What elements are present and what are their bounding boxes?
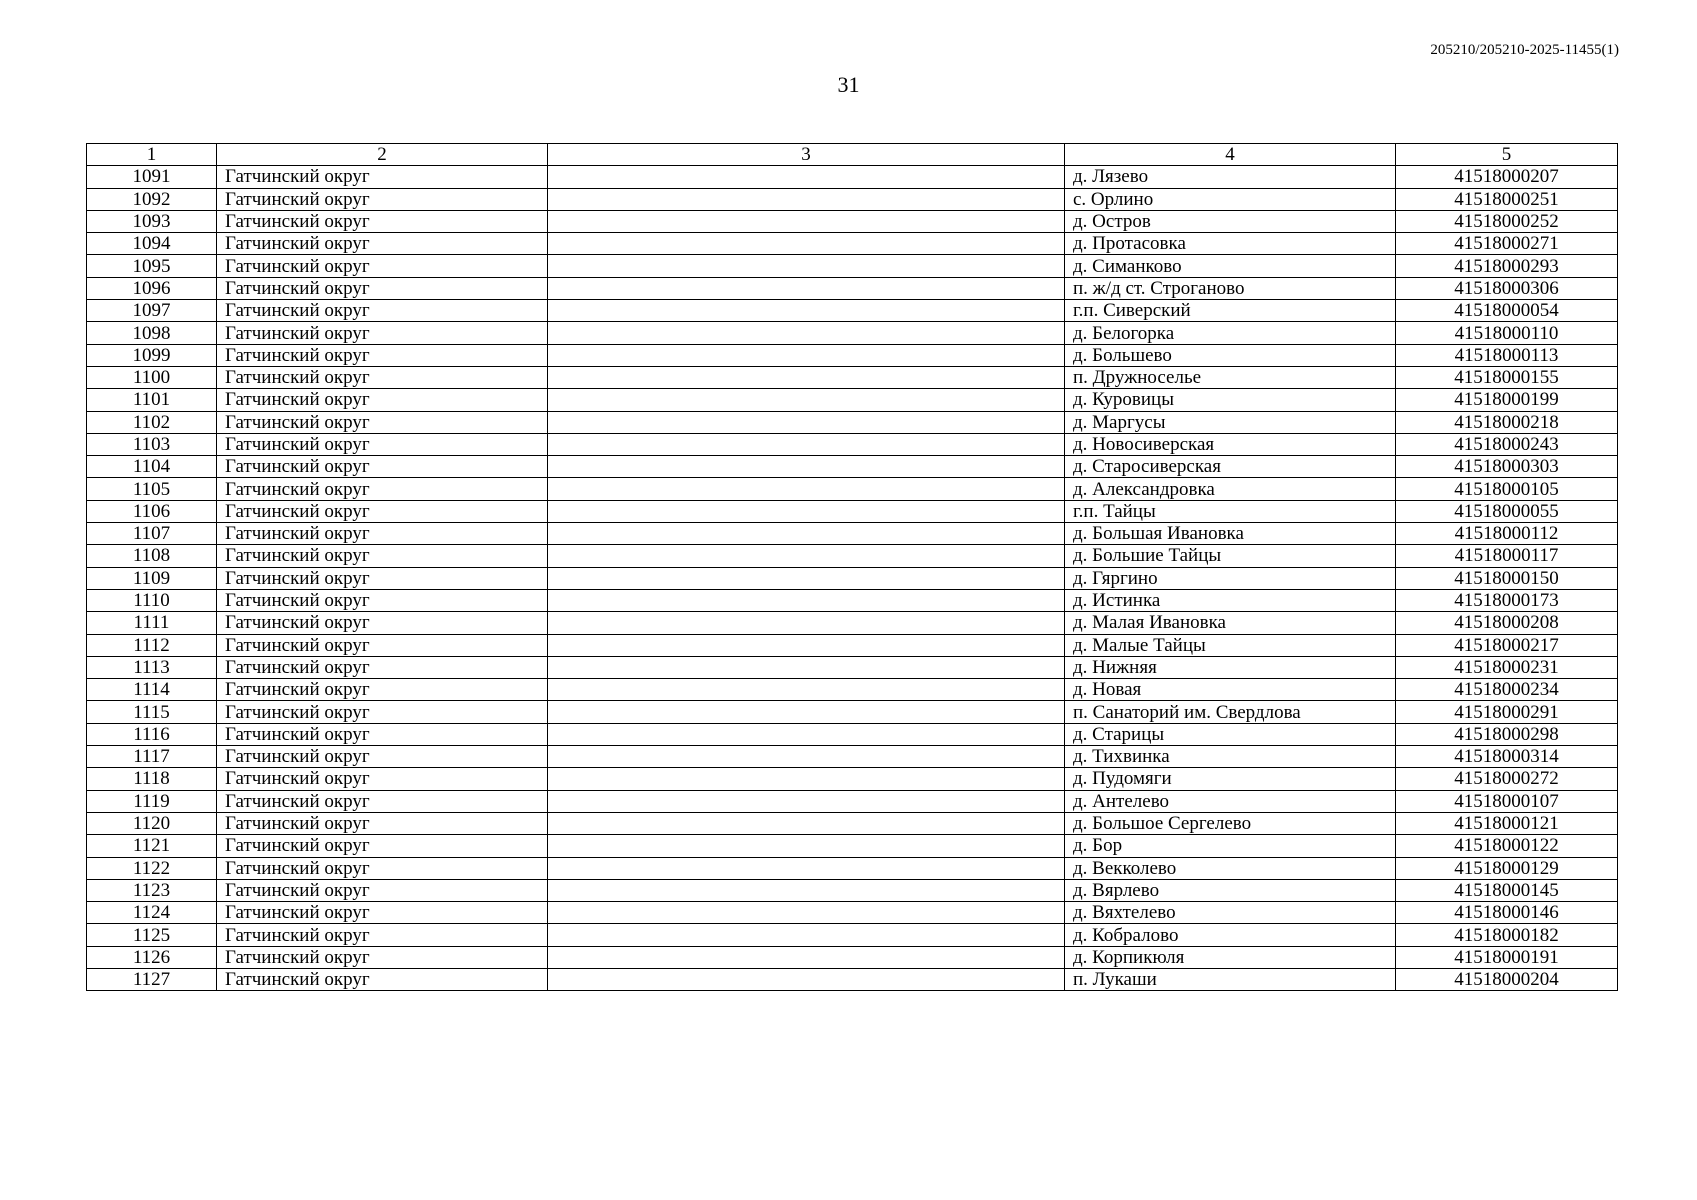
settlement-name: п. Санаторий им. Свердлова — [1065, 701, 1396, 723]
table-row — [87, 701, 1618, 723]
row-number: 1124 — [87, 902, 217, 924]
district-name: Гатчинский округ — [217, 210, 548, 232]
row-number: 1092 — [87, 188, 217, 210]
settlement-name: д. Новосиверская — [1065, 433, 1396, 455]
column-3-cell — [548, 277, 1065, 299]
table-row — [87, 634, 1618, 656]
settlement-name: д. Маргусы — [1065, 411, 1396, 433]
row-number: 1109 — [87, 567, 217, 589]
row-number: 1096 — [87, 277, 217, 299]
oktmo-code: 41518000129 — [1396, 857, 1618, 879]
settlement-name: д. Протасовка — [1065, 233, 1396, 255]
row-number: 1126 — [87, 946, 217, 968]
row-number: 1111 — [87, 612, 217, 634]
document-id: 205210/205210-2025-11455(1) — [1430, 42, 1619, 58]
settlement-name: д. Куровицы — [1065, 389, 1396, 411]
district-name: Гатчинский округ — [217, 946, 548, 968]
column-3-cell — [548, 545, 1065, 567]
table-row — [87, 746, 1618, 768]
row-number: 1113 — [87, 656, 217, 678]
district-name: Гатчинский округ — [217, 746, 548, 768]
page-number: 31 — [837, 72, 860, 97]
district-name: Гатчинский округ — [217, 902, 548, 924]
table-row — [87, 300, 1618, 322]
row-number: 1114 — [87, 679, 217, 701]
settlement-name: д. Большево — [1065, 344, 1396, 366]
column-3-cell — [548, 679, 1065, 701]
column-3-cell — [548, 233, 1065, 255]
settlement-name: д. Кобралово — [1065, 924, 1396, 946]
table-row — [87, 277, 1618, 299]
row-number: 1105 — [87, 478, 217, 500]
settlement-name: д. Большое Сергелево — [1065, 812, 1396, 834]
column-3-cell — [548, 589, 1065, 611]
district-name: Гатчинский округ — [217, 233, 548, 255]
row-number: 1104 — [87, 456, 217, 478]
table-row — [87, 456, 1618, 478]
oktmo-code: 41518000199 — [1396, 389, 1618, 411]
oktmo-code: 41518000155 — [1396, 366, 1618, 388]
settlement-name: д. Вяхтелево — [1065, 902, 1396, 924]
settlement-name: д. Большие Тайцы — [1065, 545, 1396, 567]
column-3-cell — [548, 210, 1065, 232]
district-name: Гатчинский округ — [217, 857, 548, 879]
oktmo-code: 41518000217 — [1396, 634, 1618, 656]
row-number: 1116 — [87, 723, 217, 745]
table-row — [87, 389, 1618, 411]
oktmo-code: 41518000252 — [1396, 210, 1618, 232]
table-row — [87, 857, 1618, 879]
district-name: Гатчинский округ — [217, 456, 548, 478]
column-3-cell — [548, 567, 1065, 589]
row-number: 1100 — [87, 366, 217, 388]
settlement-name: д. Старицы — [1065, 723, 1396, 745]
oktmo-code: 41518000117 — [1396, 545, 1618, 567]
table-row — [87, 344, 1618, 366]
table-row — [87, 166, 1618, 188]
row-number: 1098 — [87, 322, 217, 344]
oktmo-code: 41518000234 — [1396, 679, 1618, 701]
settlement-name: д. Корпикюля — [1065, 946, 1396, 968]
row-number: 1108 — [87, 545, 217, 567]
table-row — [87, 411, 1618, 433]
column-3-cell — [548, 723, 1065, 745]
column-header-5: 5 — [1396, 144, 1618, 166]
oktmo-code: 41518000243 — [1396, 433, 1618, 455]
column-3-cell — [548, 879, 1065, 901]
oktmo-code: 41518000291 — [1396, 701, 1618, 723]
settlement-name: д. Остров — [1065, 210, 1396, 232]
row-number: 1102 — [87, 411, 217, 433]
district-name: Гатчинский округ — [217, 166, 548, 188]
column-3-cell — [548, 389, 1065, 411]
column-3-cell — [548, 411, 1065, 433]
oktmo-code: 41518000173 — [1396, 589, 1618, 611]
settlement-name: п. Лукаши — [1065, 968, 1396, 990]
oktmo-code: 41518000303 — [1396, 456, 1618, 478]
oktmo-code: 41518000121 — [1396, 812, 1618, 834]
oktmo-code: 41518000208 — [1396, 612, 1618, 634]
row-number: 1115 — [87, 701, 217, 723]
district-name: Гатчинский округ — [217, 924, 548, 946]
settlement-name: д. Тихвинка — [1065, 746, 1396, 768]
settlement-name: д. Александровка — [1065, 478, 1396, 500]
district-name: Гатчинский округ — [217, 879, 548, 901]
settlement-name: д. Гяргино — [1065, 567, 1396, 589]
oktmo-code: 41518000271 — [1396, 233, 1618, 255]
settlement-name: д. Бор — [1065, 835, 1396, 857]
row-number: 1107 — [87, 523, 217, 545]
district-name: Гатчинский округ — [217, 433, 548, 455]
table-row — [87, 589, 1618, 611]
row-number: 1110 — [87, 589, 217, 611]
row-number: 1103 — [87, 433, 217, 455]
oktmo-code: 41518000150 — [1396, 567, 1618, 589]
settlement-name: д. Малые Тайцы — [1065, 634, 1396, 656]
table-body — [87, 166, 1618, 991]
column-3-cell — [548, 433, 1065, 455]
column-3-cell — [548, 656, 1065, 678]
column-3-cell — [548, 790, 1065, 812]
oktmo-code: 41518000314 — [1396, 746, 1618, 768]
row-number: 1118 — [87, 768, 217, 790]
settlement-name: г.п. Тайцы — [1065, 500, 1396, 522]
row-number: 1122 — [87, 857, 217, 879]
settlement-name: д. Лязево — [1065, 166, 1396, 188]
table-row — [87, 188, 1618, 210]
row-number: 1094 — [87, 233, 217, 255]
column-3-cell — [548, 946, 1065, 968]
column-3-cell — [548, 968, 1065, 990]
oktmo-code: 41518000055 — [1396, 500, 1618, 522]
column-header-1: 1 — [87, 144, 217, 166]
column-3-cell — [548, 924, 1065, 946]
settlement-name: г.п. Сиверский — [1065, 300, 1396, 322]
district-name: Гатчинский округ — [217, 411, 548, 433]
column-3-cell — [548, 612, 1065, 634]
settlement-name: д. Антелево — [1065, 790, 1396, 812]
row-number: 1120 — [87, 812, 217, 834]
table-row — [87, 322, 1618, 344]
settlements-table — [86, 143, 1618, 991]
district-name: Гатчинский округ — [217, 389, 548, 411]
oktmo-code: 41518000306 — [1396, 277, 1618, 299]
settlement-name: д. Малая Ивановка — [1065, 612, 1396, 634]
table-row — [87, 523, 1618, 545]
district-name: Гатчинский округ — [217, 300, 548, 322]
row-number: 1095 — [87, 255, 217, 277]
column-3-cell — [548, 478, 1065, 500]
column-3-cell — [548, 701, 1065, 723]
settlement-name: д. Белогорка — [1065, 322, 1396, 344]
table-row — [87, 679, 1618, 701]
table-row — [87, 478, 1618, 500]
column-3-cell — [548, 812, 1065, 834]
table-row — [87, 902, 1618, 924]
oktmo-code: 41518000272 — [1396, 768, 1618, 790]
table-row — [87, 500, 1618, 522]
oktmo-code: 41518000218 — [1396, 411, 1618, 433]
table-header-row — [87, 144, 1618, 166]
district-name: Гатчинский округ — [217, 656, 548, 678]
settlement-name: д. Нижняя — [1065, 656, 1396, 678]
oktmo-code: 41518000293 — [1396, 255, 1618, 277]
district-name: Гатчинский округ — [217, 478, 548, 500]
district-name: Гатчинский округ — [217, 701, 548, 723]
oktmo-code: 41518000054 — [1396, 300, 1618, 322]
column-3-cell — [548, 456, 1065, 478]
table-row — [87, 879, 1618, 901]
column-header-4: 4 — [1065, 144, 1396, 166]
oktmo-code: 41518000107 — [1396, 790, 1618, 812]
column-3-cell — [548, 188, 1065, 210]
column-3-cell — [548, 322, 1065, 344]
settlement-name: д. Пудомяги — [1065, 768, 1396, 790]
table-row — [87, 723, 1618, 745]
row-number: 1101 — [87, 389, 217, 411]
district-name: Гатчинский округ — [217, 768, 548, 790]
settlement-name: д. Старосиверская — [1065, 456, 1396, 478]
oktmo-code: 41518000182 — [1396, 924, 1618, 946]
table-row — [87, 210, 1618, 232]
row-number: 1091 — [87, 166, 217, 188]
settlement-name: д. Векколево — [1065, 857, 1396, 879]
row-number: 1121 — [87, 835, 217, 857]
table-row — [87, 545, 1618, 567]
oktmo-code: 41518000105 — [1396, 478, 1618, 500]
settlement-name: с. Орлино — [1065, 188, 1396, 210]
column-3-cell — [548, 634, 1065, 656]
column-3-cell — [548, 746, 1065, 768]
column-3-cell — [548, 166, 1065, 188]
column-3-cell — [548, 500, 1065, 522]
table-row — [87, 656, 1618, 678]
district-name: Гатчинский округ — [217, 188, 548, 210]
table-row — [87, 946, 1618, 968]
column-3-cell — [548, 835, 1065, 857]
column-3-cell — [548, 857, 1065, 879]
row-number: 1093 — [87, 210, 217, 232]
column-3-cell — [548, 300, 1065, 322]
oktmo-code: 41518000110 — [1396, 322, 1618, 344]
settlement-name: д. Большая Ивановка — [1065, 523, 1396, 545]
row-number: 1097 — [87, 300, 217, 322]
district-name: Гатчинский округ — [217, 634, 548, 656]
district-name: Гатчинский округ — [217, 567, 548, 589]
district-name: Гатчинский округ — [217, 723, 548, 745]
settlement-name: п. Дружноселье — [1065, 366, 1396, 388]
settlement-name: д. Симанково — [1065, 255, 1396, 277]
column-header-2: 2 — [217, 144, 548, 166]
district-name: Гатчинский округ — [217, 322, 548, 344]
column-3-cell — [548, 344, 1065, 366]
table-row — [87, 968, 1618, 990]
row-number: 1106 — [87, 500, 217, 522]
column-3-cell — [548, 768, 1065, 790]
oktmo-code: 41518000207 — [1396, 166, 1618, 188]
table-row — [87, 567, 1618, 589]
row-number: 1119 — [87, 790, 217, 812]
district-name: Гатчинский округ — [217, 255, 548, 277]
district-name: Гатчинский округ — [217, 545, 548, 567]
oktmo-code: 41518000113 — [1396, 344, 1618, 366]
row-number: 1112 — [87, 634, 217, 656]
column-3-cell — [548, 255, 1065, 277]
settlement-name: п. ж/д ст. Строганово — [1065, 277, 1396, 299]
district-name: Гатчинский округ — [217, 968, 548, 990]
row-number: 1099 — [87, 344, 217, 366]
column-3-cell — [548, 902, 1065, 924]
oktmo-code: 41518000191 — [1396, 946, 1618, 968]
table-row — [87, 233, 1618, 255]
district-name: Гатчинский округ — [217, 612, 548, 634]
column-3-cell — [548, 523, 1065, 545]
settlement-name: д. Новая — [1065, 679, 1396, 701]
column-3-cell — [548, 366, 1065, 388]
table-row — [87, 768, 1618, 790]
oktmo-code: 41518000251 — [1396, 188, 1618, 210]
settlement-name: д. Истинка — [1065, 589, 1396, 611]
district-name: Гатчинский округ — [217, 790, 548, 812]
row-number: 1117 — [87, 746, 217, 768]
oktmo-code: 41518000146 — [1396, 902, 1618, 924]
district-name: Гатчинский округ — [217, 523, 548, 545]
district-name: Гатчинский округ — [217, 679, 548, 701]
district-name: Гатчинский округ — [217, 835, 548, 857]
district-name: Гатчинский округ — [217, 344, 548, 366]
row-number: 1123 — [87, 879, 217, 901]
table-row — [87, 366, 1618, 388]
table-row — [87, 790, 1618, 812]
oktmo-code: 41518000122 — [1396, 835, 1618, 857]
district-name: Гатчинский округ — [217, 812, 548, 834]
district-name: Гатчинский округ — [217, 589, 548, 611]
oktmo-code: 41518000145 — [1396, 879, 1618, 901]
district-name: Гатчинский округ — [217, 277, 548, 299]
district-name: Гатчинский округ — [217, 500, 548, 522]
row-number: 1127 — [87, 968, 217, 990]
oktmo-code: 41518000298 — [1396, 723, 1618, 745]
district-name: Гатчинский округ — [217, 366, 548, 388]
settlement-name: д. Вярлево — [1065, 879, 1396, 901]
column-header-3: 3 — [548, 144, 1065, 166]
oktmo-code: 41518000204 — [1396, 968, 1618, 990]
table-row — [87, 812, 1618, 834]
table-row — [87, 612, 1618, 634]
row-number: 1125 — [87, 924, 217, 946]
table-row — [87, 255, 1618, 277]
table-row — [87, 835, 1618, 857]
table-row — [87, 433, 1618, 455]
table-row — [87, 924, 1618, 946]
oktmo-code: 41518000112 — [1396, 523, 1618, 545]
oktmo-code: 41518000231 — [1396, 656, 1618, 678]
